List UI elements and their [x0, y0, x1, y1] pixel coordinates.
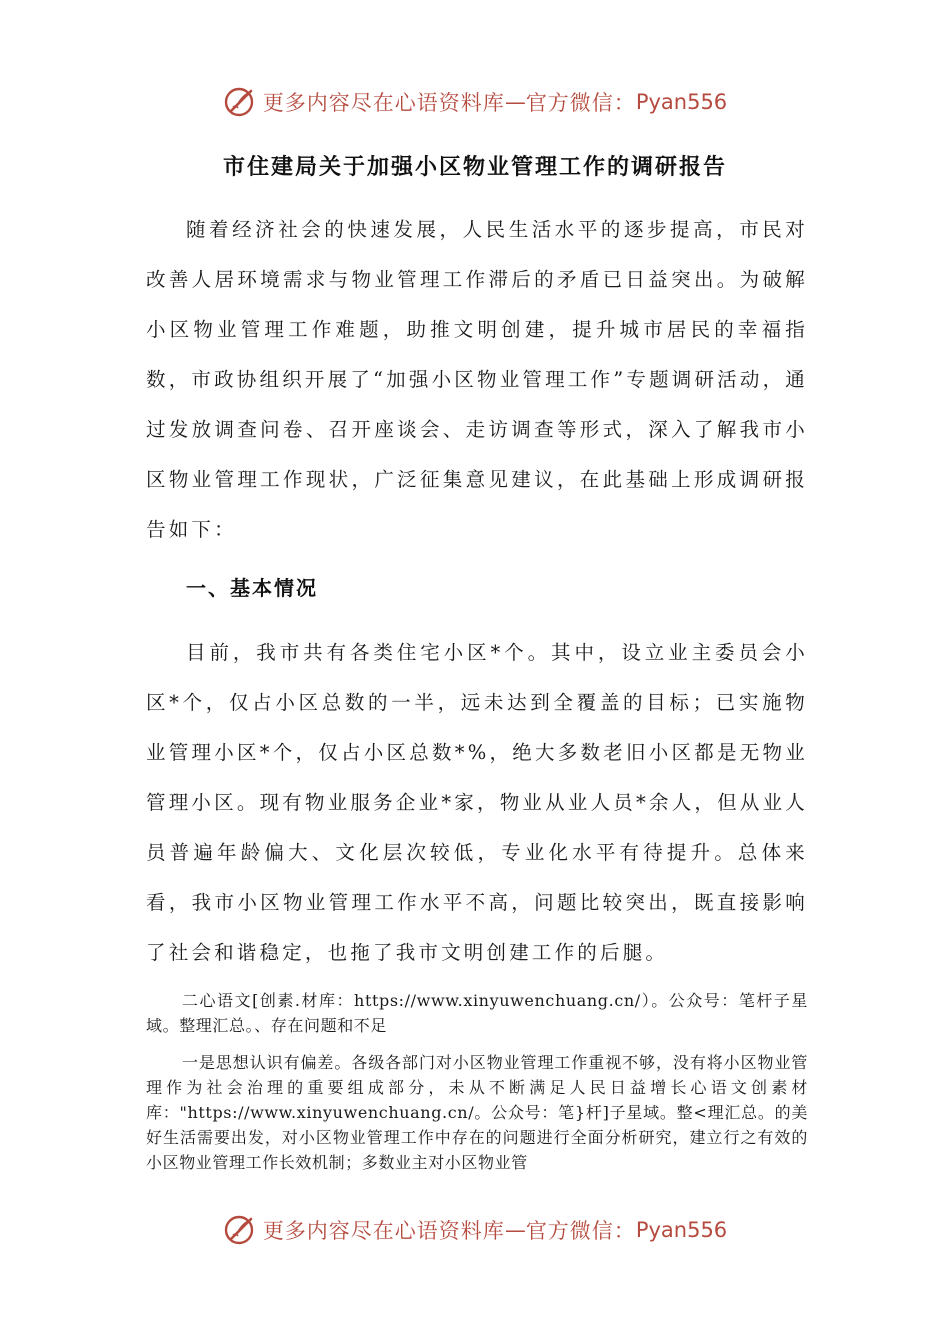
banner-wechat-id: Pyan556	[635, 1218, 728, 1242]
banner-separator: —	[504, 1218, 526, 1242]
banner-separator: —	[504, 90, 526, 114]
intro-paragraph: 随着经济社会的快速发展，人民生活水平的逐步提高，市民对改善人居环境需求与物业管理工作滞后的矛盾已日益突出。为破解小区物业管理工作难题，助推文明创建，提升城市居民的幸福指数，市政协组织开展了“加强小区物业管理工作”专题调研活动，通过发放调查问卷、召开座谈会、走访调查等形式，深入了解我市小区物业管理工作现状，广泛征集意见建议，在此基础上形成调研报告如下：	[146, 218, 808, 541]
banner-text: 更多内容尽在心语资料库	[262, 91, 505, 115]
header-banner	[0, 78, 950, 126]
quill-logo-icon	[223, 1213, 257, 1247]
banner-wechat-id: Pyan556	[635, 90, 728, 114]
problem-paragraph: 一是思想认识有偏差。各级各部门对小区物业管理工作重视不够，没有将小区物业管理作为社会治理的重要组成部分，未从不断满足人民日益增长心语文创素材库："https://www.xinyuwenchuang.cn/。公众号：笔}杆]子星域。整<理汇总。的美好生活需要出发，对小区物业管理工作中存在的问题进行全面分析研究，建立行之有效的小区物业管理工作长效机制；多数业主对小区物业管	[146, 1053, 808, 1172]
section-paragraph: 目前，我市共有各类住宅小区*个。其中，设立业主委员会小区*个，仅占小区总数的一半，远未达到全覆盖的目标；已实施物业管理小区*个，仅占小区总数*%，绝大多数老旧小区都是无物业管理小区。现有物业服务企业*家，物业从业人员*余人，但从业人员普遍年龄偏大、文化层次较低，专业化水平有待提升。总体来看，我市小区物业管理工作水平不高，问题比较突出，既直接影响了社会和谐稳定，也拖了我市文明创建工作的后腿。	[146, 641, 808, 964]
section-heading: 一、基本情况	[186, 576, 318, 600]
document-title: 市住建局关于加强小区物业管理工作的调研报告	[222, 155, 727, 180]
banner-wechat-label: 官方微信：	[525, 1219, 636, 1243]
footer-banner	[0, 1206, 950, 1254]
quill-logo-icon	[223, 85, 257, 119]
banner-text: 更多内容尽在心语资料库	[262, 1219, 505, 1243]
banner-wechat-label: 官方微信：	[525, 91, 636, 115]
note-paragraph: 二心语文[创素.材库：https://www.xinyuwenchuang.cn/）。公众号：笔杆子星域。整理汇总。、存在问题和不足	[146, 991, 808, 1035]
